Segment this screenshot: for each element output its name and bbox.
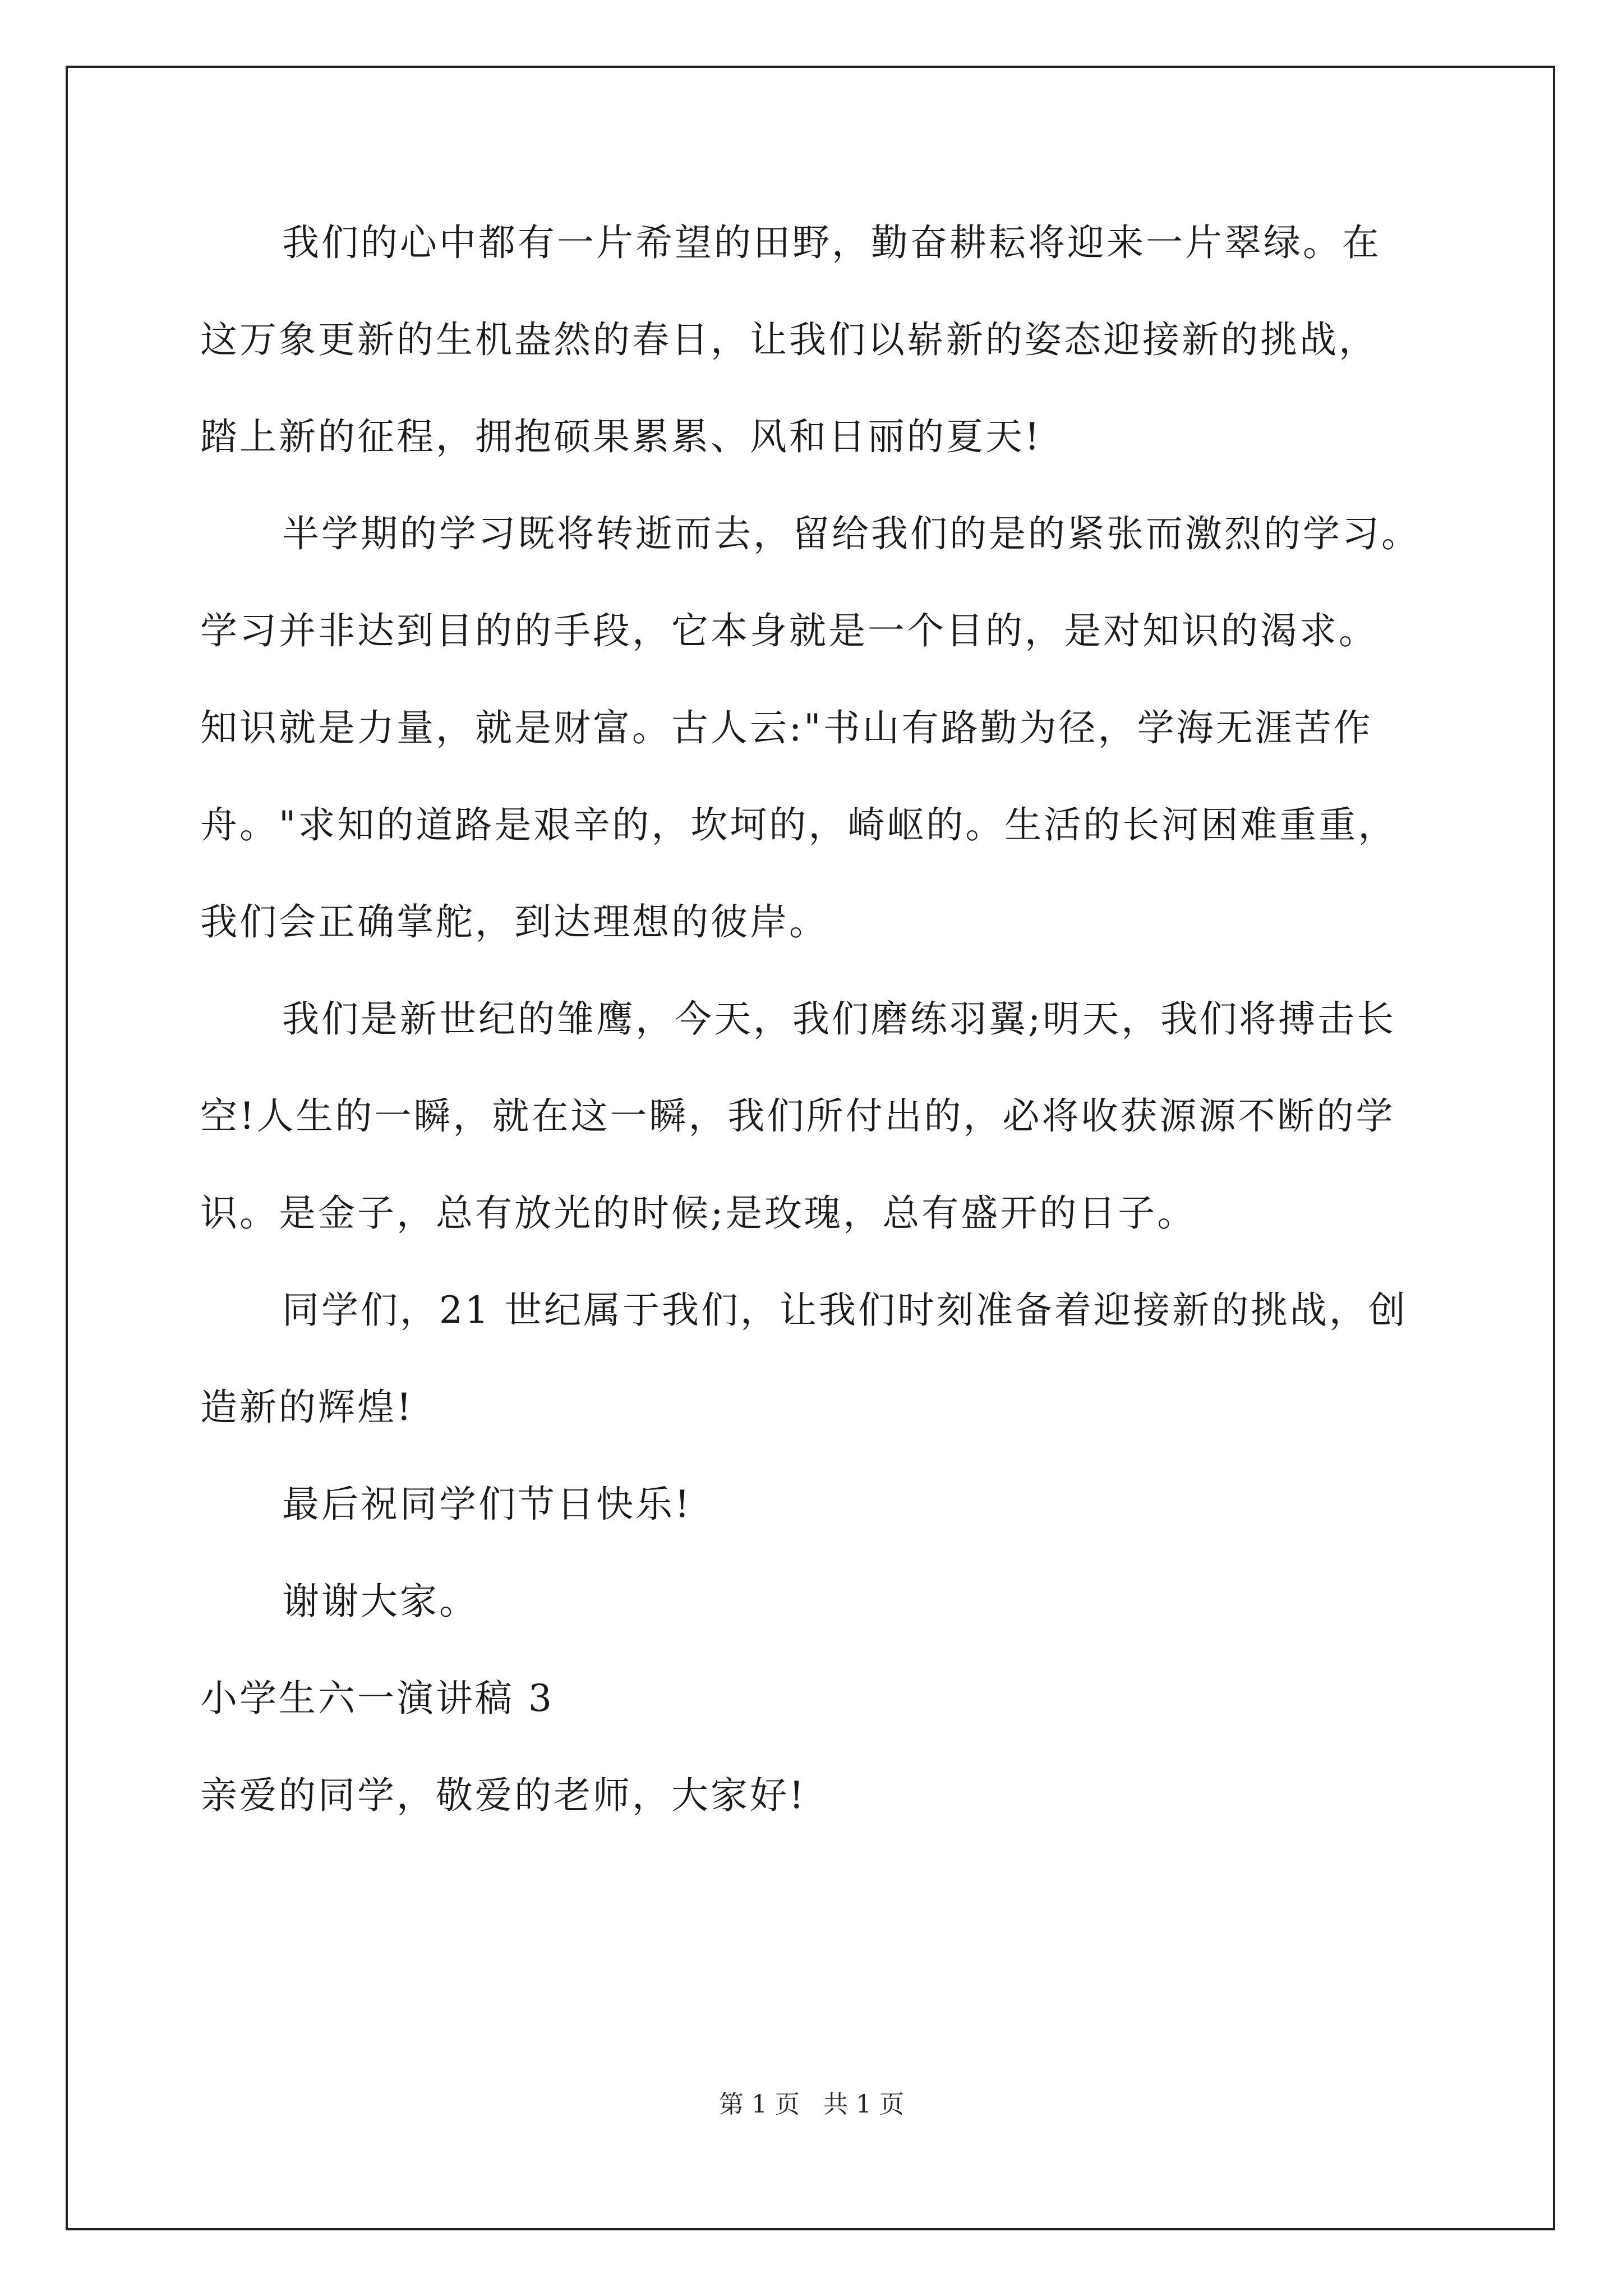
- paragraph-line: 我们是新世纪的雏鹰，今天，我们磨练羽翼;明天，我们将搏击长: [282, 997, 1396, 1041]
- paragraph-line: 识。是金子，总有放光的时候;是玫瑰，总有盛开的日子。: [200, 1191, 1197, 1235]
- section-heading: 小学生六一演讲稿 3: [200, 1677, 554, 1720]
- paragraph-line: 我们会正确掌舵，到达理想的彼岸。: [200, 900, 828, 944]
- page-border: [66, 66, 1555, 2230]
- paragraph-line: 同学们，21 世纪属于我们，让我们时刻准备着迎接新的挑战，创: [282, 1289, 1408, 1332]
- paragraph-line: 踏上新的征程，拥抱硕果累累、风和日丽的夏天!: [200, 415, 1042, 458]
- paragraph-line: 舟。"求知的道路是艰辛的，坎坷的，崎岖的。生活的长河困难重重，: [200, 803, 1398, 846]
- paragraph-line: 这万象更新的生机盎然的春日，让我们以崭新的姿态迎接新的挑战，: [200, 318, 1378, 361]
- page-total: 共 1 页: [823, 2090, 904, 2119]
- paragraph-line: 最后祝同学们节日快乐!: [282, 1483, 692, 1526]
- paragraph-line: 半学期的学习既将转逝而去，留给我们的是的紧张而激烈的学习。: [282, 512, 1421, 555]
- paragraph-line: 造新的辉煌!: [200, 1386, 414, 1429]
- paragraph-line: 谢谢大家。: [282, 1580, 478, 1623]
- paragraph-line: 学习并非达到目的的手段，它本身就是一个目的，是对知识的渴求。: [200, 609, 1378, 652]
- page-footer: [0, 2088, 1623, 2122]
- greeting-line: 亲爱的同学，敬爱的老师，大家好!: [200, 1774, 806, 1817]
- paragraph-line: 我们的心中都有一片希望的田野，勤奋耕耘将迎来一片翠绿。在: [282, 221, 1381, 264]
- paragraph-line: 知识就是力量，就是财富。古人云:"书山有路勤为径，学海无涯苦作: [200, 706, 1373, 749]
- paragraph-line: 空!人生的一瞬，就在这一瞬，我们所付出的，必将收获源源不断的学: [200, 1094, 1395, 1138]
- page-number: 第 1 页: [719, 2090, 800, 2119]
